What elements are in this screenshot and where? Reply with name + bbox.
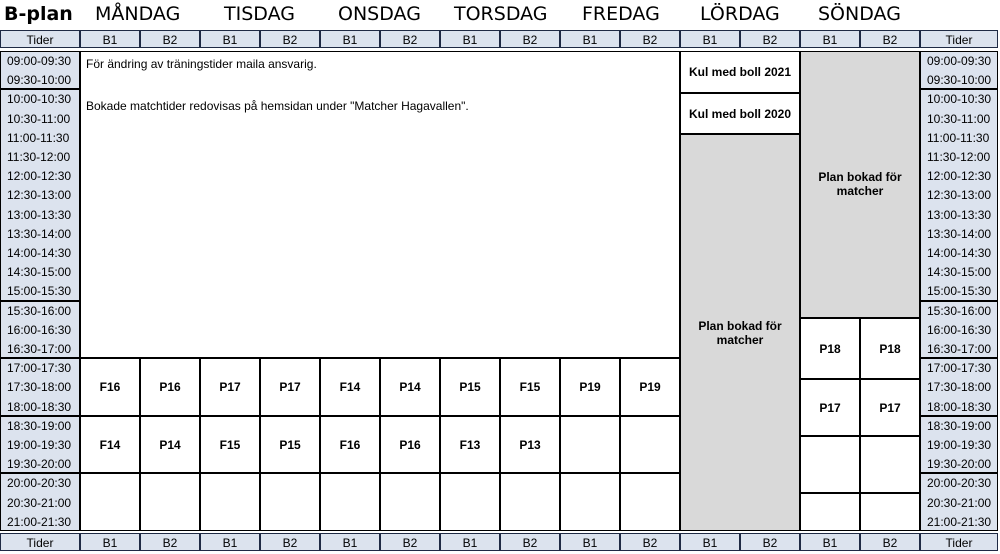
b2-header-bottom: B2 bbox=[620, 533, 680, 551]
b2-header-top: B2 bbox=[260, 30, 320, 48]
time-slot-label: 11:30-12:00 bbox=[7, 149, 71, 164]
booking-cell[interactable] bbox=[140, 473, 200, 531]
time-slot-label: 10:30-11:00 bbox=[7, 111, 71, 126]
b2-header-bottom: B2 bbox=[140, 533, 200, 551]
time-slot-label: 18:30-19:00 bbox=[7, 418, 72, 433]
b1-header-top: B1 bbox=[440, 30, 500, 48]
time-slot-label: 13:30-14:00 bbox=[927, 226, 992, 241]
b1-header-bottom: B1 bbox=[560, 533, 620, 551]
time-slot-label: 17:30-18:00 bbox=[927, 380, 992, 395]
notes-area bbox=[80, 51, 680, 358]
time-group-left bbox=[0, 473, 80, 531]
time-slot-label: 15:30-16:00 bbox=[927, 303, 992, 318]
day-header: TORSDAG bbox=[454, 3, 548, 25]
booking-cell[interactable]: F13 bbox=[440, 416, 500, 474]
b1-header-top: B1 bbox=[320, 30, 380, 48]
b2-header-top: B2 bbox=[860, 30, 920, 48]
b1-header-bottom: B1 bbox=[200, 533, 260, 551]
b2-header-top: B2 bbox=[620, 30, 680, 48]
time-slot-label: 16:30-17:00 bbox=[7, 341, 72, 356]
booking-cell[interactable] bbox=[620, 416, 680, 474]
time-group-right bbox=[920, 51, 998, 89]
booking-cell[interactable] bbox=[80, 473, 140, 531]
booking-cell[interactable] bbox=[260, 473, 320, 531]
time-slot-label: 20:00-20:30 bbox=[7, 476, 72, 491]
time-slot-label: 12:30-13:00 bbox=[927, 188, 992, 203]
time-slot-label: 14:00-14:30 bbox=[927, 245, 992, 260]
time-slot-label: 19:30-20:00 bbox=[7, 457, 72, 472]
time-slot-label: 16:30-17:00 bbox=[927, 341, 992, 356]
booking-cell[interactable] bbox=[200, 473, 260, 531]
booking-cell[interactable] bbox=[560, 416, 620, 474]
booking-cell[interactable]: P19 bbox=[560, 358, 620, 416]
sunday-booking-cell[interactable]: P17 bbox=[860, 379, 920, 436]
b1-header-top: B1 bbox=[560, 30, 620, 48]
time-slot-label: 09:00-09:30 bbox=[927, 54, 992, 68]
time-slot-label: 18:00-18:30 bbox=[927, 399, 992, 414]
booking-cell[interactable] bbox=[500, 473, 560, 531]
booking-cell[interactable]: P14 bbox=[380, 358, 440, 416]
time-slot-label: 16:00-16:30 bbox=[7, 322, 72, 337]
sunday-booking-cell[interactable] bbox=[860, 436, 920, 493]
b2-header-bottom: B2 bbox=[380, 533, 440, 551]
b1-header-top: B1 bbox=[200, 30, 260, 48]
time-slot-label: 09:00-09:30 bbox=[7, 54, 72, 68]
booking-cell[interactable]: F16 bbox=[320, 416, 380, 474]
time-slot-label: 09:30-10:00 bbox=[7, 73, 72, 88]
time-slot-label: 18:00-18:30 bbox=[7, 399, 72, 414]
b2-header-top: B2 bbox=[380, 30, 440, 48]
booking-cell[interactable] bbox=[380, 473, 440, 531]
booking-cell[interactable]: P19 bbox=[620, 358, 680, 416]
time-group-right bbox=[920, 416, 998, 474]
b2-header-bottom: B2 bbox=[860, 533, 920, 551]
booking-cell[interactable]: F16 bbox=[80, 358, 140, 416]
time-slot-label: 12:00-12:30 bbox=[7, 169, 72, 184]
time-group-right bbox=[920, 473, 998, 531]
time-slot-label: 17:00-17:30 bbox=[927, 361, 992, 376]
time-slot-label: 11:00-11:30 bbox=[7, 130, 70, 145]
time-slot-label: 12:30-13:00 bbox=[7, 188, 72, 203]
booking-cell[interactable]: P16 bbox=[380, 416, 440, 474]
time-slot-label: 20:00-20:30 bbox=[927, 476, 992, 491]
time-slot-label: 15:00-15:30 bbox=[7, 284, 72, 299]
time-slot-label: 21:00-21:30 bbox=[927, 514, 992, 529]
time-slot-label: 13:30-14:00 bbox=[7, 226, 72, 241]
b2-header-top: B2 bbox=[140, 30, 200, 48]
b1-header-top: B1 bbox=[80, 30, 140, 48]
time-group-left bbox=[0, 301, 80, 359]
booking-cell[interactable] bbox=[320, 473, 380, 531]
time-group-right bbox=[920, 358, 998, 416]
booking-cell[interactable]: P15 bbox=[260, 416, 320, 474]
time-slot-label: 20:30-21:00 bbox=[7, 495, 72, 510]
day-header: LÖRDAG bbox=[700, 3, 780, 25]
time-group-right bbox=[920, 301, 998, 359]
time-slot-label: 16:00-16:30 bbox=[927, 322, 992, 337]
sunday-booking-cell[interactable]: P17 bbox=[800, 379, 860, 436]
time-group-left bbox=[0, 51, 80, 89]
day-header: ONSDAG bbox=[338, 3, 421, 25]
tider-header-bottom-right: Tider bbox=[920, 533, 998, 551]
b1-header-bottom: B1 bbox=[800, 533, 860, 551]
kul-med-boll-2020-cell[interactable]: Kul med boll 2020 bbox=[680, 93, 800, 134]
time-slot-label: 10:30-11:00 bbox=[927, 111, 991, 126]
b1-header-bottom: B1 bbox=[80, 533, 140, 551]
sunday-booking-cell[interactable]: P18 bbox=[860, 318, 920, 380]
time-slot-label: 17:00-17:30 bbox=[7, 361, 72, 376]
time-slot-label: 10:00-10:30 bbox=[927, 92, 992, 107]
booking-cell[interactable] bbox=[620, 473, 680, 531]
booking-cell[interactable]: P17 bbox=[200, 358, 260, 416]
note-email-info: För ändring av träningstider maila ansvarig. bbox=[86, 57, 317, 71]
note-matches-info: Bokade matchtider redovisas på hemsidan under "Matcher Hagavallen". bbox=[86, 99, 469, 113]
time-slot-label: 15:30-16:00 bbox=[7, 303, 72, 318]
booking-cell[interactable]: P16 bbox=[140, 358, 200, 416]
time-slot-label: 18:30-19:00 bbox=[927, 418, 992, 433]
time-slot-label: 11:30-12:00 bbox=[927, 149, 991, 164]
booking-cell[interactable]: P17 bbox=[260, 358, 320, 416]
booking-cell[interactable]: P15 bbox=[440, 358, 500, 416]
time-slot-label: 19:30-20:00 bbox=[927, 457, 992, 472]
b2-header-top: B2 bbox=[500, 30, 560, 48]
plan-title: B-plan bbox=[4, 3, 73, 25]
saturday-plan-bokad-cell: Plan bokad för matcher bbox=[680, 134, 800, 531]
time-slot-label: 20:30-21:00 bbox=[927, 495, 992, 510]
sunday-booking-cell[interactable]: P18 bbox=[800, 318, 860, 380]
b2-header-top: B2 bbox=[740, 30, 800, 48]
day-header: SÖNDAG bbox=[818, 3, 901, 25]
time-group-left bbox=[0, 416, 80, 474]
time-slot-label: 19:00-19:30 bbox=[927, 437, 992, 452]
booking-cell[interactable]: F14 bbox=[80, 416, 140, 474]
sunday-booking-cell[interactable] bbox=[800, 436, 860, 493]
b1-header-bottom: B1 bbox=[320, 533, 380, 551]
time-slot-label: 19:00-19:30 bbox=[7, 437, 72, 452]
time-slot-label: 21:00-21:30 bbox=[7, 514, 72, 529]
b1-header-bottom: B1 bbox=[680, 533, 740, 551]
day-header: TISDAG bbox=[224, 3, 295, 25]
time-slot-label: 11:00-11:30 bbox=[927, 130, 990, 145]
tider-header-top: Tider bbox=[0, 30, 80, 48]
booking-cell[interactable]: F15 bbox=[200, 416, 260, 474]
booking-cell[interactable] bbox=[440, 473, 500, 531]
booking-cell[interactable]: F15 bbox=[500, 358, 560, 416]
b1-header-top: B1 bbox=[680, 30, 740, 48]
booking-cell[interactable]: P14 bbox=[140, 416, 200, 474]
sunday-plan-bokad-cell: Plan bokad för matcher bbox=[800, 51, 920, 318]
b1-header-top: B1 bbox=[800, 30, 860, 48]
kul-med-boll-2021-cell[interactable]: Kul med boll 2021 bbox=[680, 51, 800, 93]
time-group-right bbox=[920, 89, 998, 300]
time-slot-label: 15:00-15:30 bbox=[927, 284, 992, 299]
time-slot-label: 14:00-14:30 bbox=[7, 245, 72, 260]
booking-cell[interactable]: P13 bbox=[500, 416, 560, 474]
booking-cell[interactable] bbox=[560, 473, 620, 531]
time-group-left bbox=[0, 358, 80, 416]
b2-header-bottom: B2 bbox=[500, 533, 560, 551]
time-slot-label: 14:30-15:00 bbox=[7, 265, 72, 280]
time-slot-label: 13:00-13:30 bbox=[927, 207, 992, 222]
day-header: MÅNDAG bbox=[95, 3, 181, 25]
tider-header-top-right: Tider bbox=[920, 30, 998, 48]
time-group-left bbox=[0, 89, 80, 300]
booking-cell[interactable]: F14 bbox=[320, 358, 380, 416]
sunday-booking-cell[interactable] bbox=[800, 493, 860, 531]
sunday-booking-cell[interactable] bbox=[860, 493, 920, 531]
time-slot-label: 10:00-10:30 bbox=[7, 92, 72, 107]
time-slot-label: 12:00-12:30 bbox=[927, 169, 992, 184]
b2-header-bottom: B2 bbox=[740, 533, 800, 551]
time-slot-label: 17:30-18:00 bbox=[7, 380, 72, 395]
tider-header-bottom: Tider bbox=[0, 533, 80, 551]
time-slot-label: 14:30-15:00 bbox=[927, 265, 992, 280]
time-slot-label: 13:00-13:30 bbox=[7, 207, 72, 222]
time-slot-label: 09:30-10:00 bbox=[927, 73, 992, 88]
b2-header-bottom: B2 bbox=[260, 533, 320, 551]
day-header: FREDAG bbox=[582, 3, 660, 25]
b1-header-bottom: B1 bbox=[440, 533, 500, 551]
